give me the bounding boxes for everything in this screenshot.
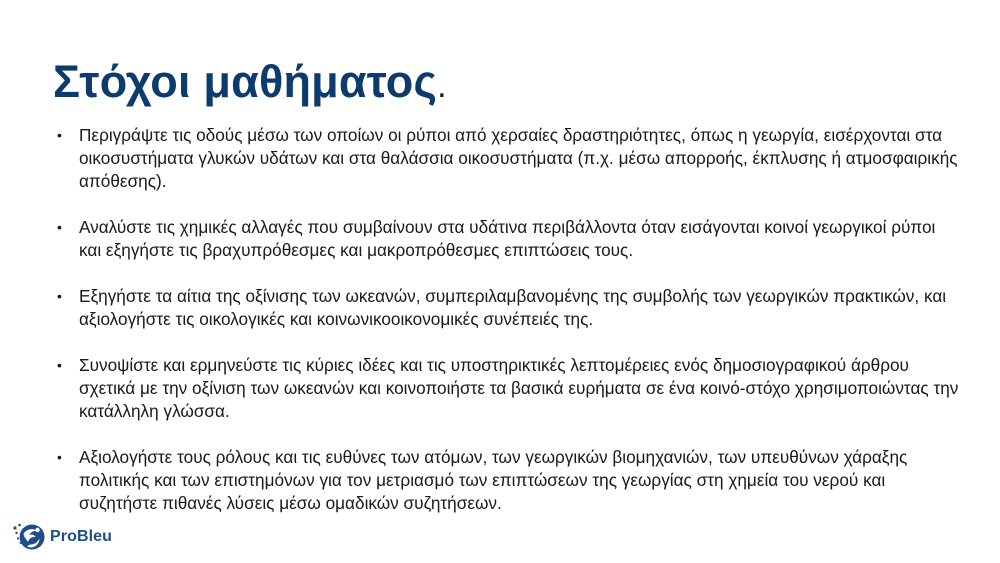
objective-item xyxy=(57,124,962,193)
bullet-dot-icon: • xyxy=(57,127,62,143)
bullet-dot-icon: • xyxy=(57,449,62,465)
objective-item xyxy=(57,446,962,515)
slide-title-text: Στόχοι μαθήματος xyxy=(53,56,438,107)
objective-item xyxy=(57,216,962,262)
objective-item xyxy=(57,285,962,331)
bullet-dot-icon: • xyxy=(57,357,62,373)
objective-text: Αξιολογήστε τους ρόλους και τις ευθύνες των ατόμων, των γεωργικών βιομηχανιών, των υπευθύνων χάραξης πολιτικής και των επιστημόνων για τον μετριασμό των επιπτώσεων της γεωργίας στη χημεία του νερού και συζητήστε πιθανές λύσεις μέσω ομαδικών συζητήσεων. xyxy=(79,447,908,513)
objective-text: Περιγράψτε τις οδούς μέσω των οποίων οι ρύποι από χερσαίες δραστηριότητες, όπως η γεωργία, εισέρχονται στα οικοσυστήματα γλυκών υδάτων και στα θαλάσσια οικοσυστήματα (π.χ. μέσω απορροής, έκπλυσης ή ατμοσφαιρικής απόθεσης). xyxy=(79,125,958,191)
bullet-dot-icon: • xyxy=(57,219,62,235)
objective-text: Εξηγήστε τα αίτια της οξίνισης των ωκεανών, συμπεριλαμβανομένης της συμβολής των γεωργικών πρακτικών, και αξιολογήστε τις οικολογικές και κοινωνικοοικονομικές συνέπειές της. xyxy=(79,286,947,329)
brand-name: ProBleu xyxy=(50,528,113,545)
learning-objectives-list xyxy=(57,124,962,515)
probleu-logo xyxy=(12,522,112,552)
slide-title-period: . xyxy=(437,67,447,105)
objective-text: Συνοψίστε και ερμηνεύστε τις κύριες ιδέες και τις υποστηρικτικές λεπτομέρειες ενός δημοσιογραφικού άρθρου σχετικά με την οξίνιση των ωκεανών και κοινοποιήστε τα βασικά ευρήματα σε ένα κοινό-στόχο χρησιμοποιώντας την κατάλληλη γλώσσα. xyxy=(79,355,959,421)
objective-text: Αναλύστε τις χημικές αλλαγές που συμβαίνουν στα υδάτινα περιβάλλοντα όταν εισάγονται κοινοί γεωργικοί ρύποι και εξηγήστε τις βραχυπρόθεσμες και μακροπρόθεσμες επιπτώσεις τους. xyxy=(79,217,936,260)
bullet-dot-icon: • xyxy=(57,288,62,304)
objective-item xyxy=(57,354,962,423)
probleu-globe-swimmer-icon xyxy=(12,522,46,552)
slide-title xyxy=(53,54,447,114)
